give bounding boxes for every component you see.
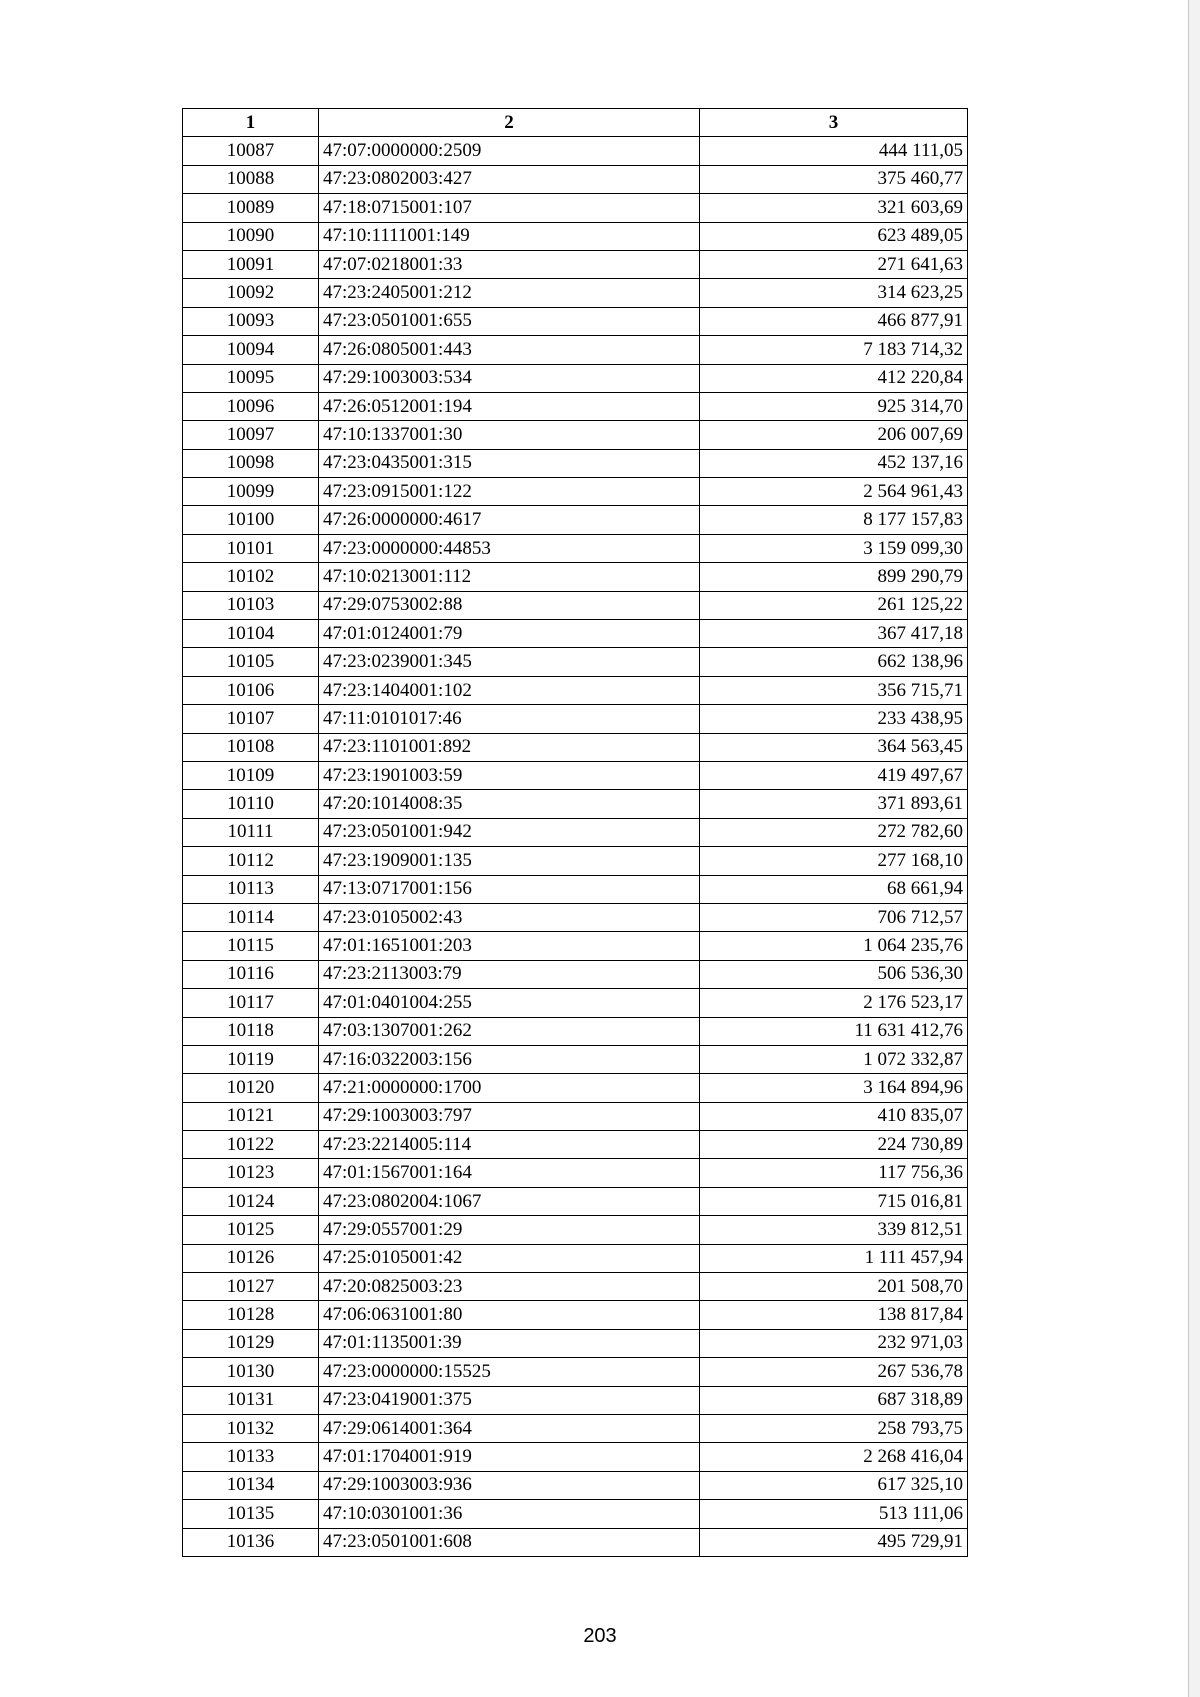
row-number-cell: 10124 bbox=[183, 1187, 319, 1215]
cadastral-number-cell: 47:21:0000000:1700 bbox=[319, 1074, 700, 1102]
row-number-cell: 10099 bbox=[183, 478, 319, 506]
value-cell: 8 177 157,83 bbox=[700, 506, 968, 534]
cadastral-number-cell: 47:25:0105001:42 bbox=[319, 1244, 700, 1272]
value-cell: 662 138,96 bbox=[700, 648, 968, 676]
value-cell: 2 564 961,43 bbox=[700, 478, 968, 506]
value-cell: 466 877,91 bbox=[700, 307, 968, 335]
table-row bbox=[183, 194, 968, 222]
table-row bbox=[183, 222, 968, 250]
cadastral-number-cell: 47:07:0218001:33 bbox=[319, 250, 700, 278]
value-cell: 617 325,10 bbox=[700, 1471, 968, 1499]
table-row bbox=[183, 620, 968, 648]
row-number-cell: 10111 bbox=[183, 818, 319, 846]
row-number-cell: 10115 bbox=[183, 932, 319, 960]
row-number-cell: 10101 bbox=[183, 534, 319, 562]
value-cell: 11 631 412,76 bbox=[700, 1017, 968, 1045]
table-row bbox=[183, 1159, 968, 1187]
value-cell: 339 812,51 bbox=[700, 1216, 968, 1244]
value-cell: 272 782,60 bbox=[700, 818, 968, 846]
table-row bbox=[183, 1131, 968, 1159]
row-number-cell: 10117 bbox=[183, 989, 319, 1017]
cadastral-number-cell: 47:10:0301001:36 bbox=[319, 1500, 700, 1528]
row-number-cell: 10100 bbox=[183, 506, 319, 534]
cadastral-number-cell: 47:23:0105002:43 bbox=[319, 903, 700, 931]
table-row bbox=[183, 1301, 968, 1329]
table-row bbox=[183, 1358, 968, 1386]
cadastral-number-cell: 47:07:0000000:2509 bbox=[319, 137, 700, 165]
value-cell: 1 072 332,87 bbox=[700, 1045, 968, 1073]
table-row bbox=[183, 1528, 968, 1556]
row-number-cell: 10097 bbox=[183, 421, 319, 449]
table-row bbox=[183, 648, 968, 676]
table-header bbox=[183, 109, 968, 137]
table-row bbox=[183, 165, 968, 193]
row-number-cell: 10089 bbox=[183, 194, 319, 222]
table-row bbox=[183, 818, 968, 846]
table-row bbox=[183, 1244, 968, 1272]
table-row bbox=[183, 1074, 968, 1102]
row-number-cell: 10128 bbox=[183, 1301, 319, 1329]
table-row bbox=[183, 336, 968, 364]
table-row bbox=[183, 676, 968, 704]
row-number-cell: 10102 bbox=[183, 563, 319, 591]
cadastral-number-cell: 47:23:1901003:59 bbox=[319, 761, 700, 789]
cadastral-number-cell: 47:01:1567001:164 bbox=[319, 1159, 700, 1187]
cadastral-number-cell: 47:23:0501001:942 bbox=[319, 818, 700, 846]
value-cell: 513 111,06 bbox=[700, 1500, 968, 1528]
cadastral-number-cell: 47:23:1909001:135 bbox=[319, 847, 700, 875]
column-header-3: 3 bbox=[700, 109, 968, 137]
cadastral-number-cell: 47:23:0419001:375 bbox=[319, 1386, 700, 1414]
cadastral-number-cell: 47:16:0322003:156 bbox=[319, 1045, 700, 1073]
table-row bbox=[183, 250, 968, 278]
table-row bbox=[183, 1500, 968, 1528]
cadastral-number-cell: 47:26:0000000:4617 bbox=[319, 506, 700, 534]
page-edge bbox=[1188, 0, 1200, 1697]
cadastral-number-cell: 47:23:2113003:79 bbox=[319, 960, 700, 988]
table-row bbox=[183, 1216, 968, 1244]
cadastral-number-cell: 47:01:0124001:79 bbox=[319, 620, 700, 648]
table-row bbox=[183, 364, 968, 392]
row-number-cell: 10130 bbox=[183, 1358, 319, 1386]
row-number-cell: 10119 bbox=[183, 1045, 319, 1073]
value-cell: 375 460,77 bbox=[700, 165, 968, 193]
value-cell: 232 971,03 bbox=[700, 1329, 968, 1357]
value-cell: 364 563,45 bbox=[700, 733, 968, 761]
row-number-cell: 10098 bbox=[183, 449, 319, 477]
table-row bbox=[183, 1414, 968, 1442]
row-number-cell: 10088 bbox=[183, 165, 319, 193]
column-header-1: 1 bbox=[183, 109, 319, 137]
row-number-cell: 10096 bbox=[183, 392, 319, 420]
value-cell: 321 603,69 bbox=[700, 194, 968, 222]
cadastral-number-cell: 47:26:0512001:194 bbox=[319, 392, 700, 420]
table-row bbox=[183, 1273, 968, 1301]
value-cell: 117 756,36 bbox=[700, 1159, 968, 1187]
table-row bbox=[183, 1017, 968, 1045]
row-number-cell: 10107 bbox=[183, 705, 319, 733]
table-row bbox=[183, 506, 968, 534]
value-cell: 224 730,89 bbox=[700, 1131, 968, 1159]
value-cell: 452 137,16 bbox=[700, 449, 968, 477]
table-row bbox=[183, 1102, 968, 1130]
row-number-cell: 10123 bbox=[183, 1159, 319, 1187]
row-number-cell: 10129 bbox=[183, 1329, 319, 1357]
cadastral-number-cell: 47:23:0802003:427 bbox=[319, 165, 700, 193]
cadastral-number-cell: 47:29:0753002:88 bbox=[319, 591, 700, 619]
value-cell: 623 489,05 bbox=[700, 222, 968, 250]
page-number: 203 bbox=[583, 1625, 617, 1647]
cadastral-number-cell: 47:23:1404001:102 bbox=[319, 676, 700, 704]
cadastral-number-cell: 47:20:0825003:23 bbox=[319, 1273, 700, 1301]
table-row bbox=[183, 960, 968, 988]
cadastral-number-cell: 47:18:0715001:107 bbox=[319, 194, 700, 222]
cadastral-number-cell: 47:10:0213001:112 bbox=[319, 563, 700, 591]
value-cell: 687 318,89 bbox=[700, 1386, 968, 1414]
value-cell: 7 183 714,32 bbox=[700, 336, 968, 364]
cadastral-number-cell: 47:01:1651001:203 bbox=[319, 932, 700, 960]
cadastral-number-cell: 47:29:1003003:936 bbox=[319, 1471, 700, 1499]
cadastral-number-cell: 47:29:0614001:364 bbox=[319, 1414, 700, 1442]
row-number-cell: 10131 bbox=[183, 1386, 319, 1414]
row-number-cell: 10112 bbox=[183, 847, 319, 875]
table-row bbox=[183, 1329, 968, 1357]
table-row bbox=[183, 279, 968, 307]
table-row bbox=[183, 847, 968, 875]
table-row bbox=[183, 705, 968, 733]
value-cell: 1 111 457,94 bbox=[700, 1244, 968, 1272]
cadastral-number-cell: 47:13:0717001:156 bbox=[319, 875, 700, 903]
cadastral-number-cell: 47:23:0802004:1067 bbox=[319, 1187, 700, 1215]
row-number-cell: 10125 bbox=[183, 1216, 319, 1244]
cadastral-number-cell: 47:10:1337001:30 bbox=[319, 421, 700, 449]
row-number-cell: 10120 bbox=[183, 1074, 319, 1102]
value-cell: 2 176 523,17 bbox=[700, 989, 968, 1017]
table-row bbox=[183, 733, 968, 761]
cadastral-number-cell: 47:10:1111001:149 bbox=[319, 222, 700, 250]
table-row bbox=[183, 875, 968, 903]
cadastral-number-cell: 47:23:0000000:15525 bbox=[319, 1358, 700, 1386]
cadastral-number-cell: 47:29:1003003:797 bbox=[319, 1102, 700, 1130]
row-number-cell: 10132 bbox=[183, 1414, 319, 1442]
table-row bbox=[183, 421, 968, 449]
table-row bbox=[183, 1187, 968, 1215]
row-number-cell: 10109 bbox=[183, 761, 319, 789]
table-row bbox=[183, 591, 968, 619]
value-cell: 419 497,67 bbox=[700, 761, 968, 789]
row-number-cell: 10104 bbox=[183, 620, 319, 648]
value-cell: 261 125,22 bbox=[700, 591, 968, 619]
row-number-cell: 10122 bbox=[183, 1131, 319, 1159]
value-cell: 2 268 416,04 bbox=[700, 1443, 968, 1471]
row-number-cell: 10126 bbox=[183, 1244, 319, 1272]
cadastral-number-cell: 47:23:0239001:345 bbox=[319, 648, 700, 676]
cadastral-number-cell: 47:06:0631001:80 bbox=[319, 1301, 700, 1329]
cadastral-number-cell: 47:23:0915001:122 bbox=[319, 478, 700, 506]
row-number-cell: 10095 bbox=[183, 364, 319, 392]
value-cell: 271 641,63 bbox=[700, 250, 968, 278]
row-number-cell: 10090 bbox=[183, 222, 319, 250]
table-row bbox=[183, 534, 968, 562]
value-cell: 715 016,81 bbox=[700, 1187, 968, 1215]
row-number-cell: 10121 bbox=[183, 1102, 319, 1130]
row-number-cell: 10091 bbox=[183, 250, 319, 278]
cadastral-number-cell: 47:03:1307001:262 bbox=[319, 1017, 700, 1045]
value-cell: 3 164 894,96 bbox=[700, 1074, 968, 1102]
value-cell: 356 715,71 bbox=[700, 676, 968, 704]
value-cell: 925 314,70 bbox=[700, 392, 968, 420]
row-number-cell: 10105 bbox=[183, 648, 319, 676]
value-cell: 277 168,10 bbox=[700, 847, 968, 875]
value-cell: 138 817,84 bbox=[700, 1301, 968, 1329]
table-row bbox=[183, 790, 968, 818]
table-row bbox=[183, 137, 968, 165]
row-number-cell: 10106 bbox=[183, 676, 319, 704]
value-cell: 371 893,61 bbox=[700, 790, 968, 818]
value-cell: 495 729,91 bbox=[700, 1528, 968, 1556]
cadastral-number-cell: 47:29:1003003:534 bbox=[319, 364, 700, 392]
table-row bbox=[183, 1443, 968, 1471]
value-cell: 233 438,95 bbox=[700, 705, 968, 733]
row-number-cell: 10113 bbox=[183, 875, 319, 903]
value-cell: 444 111,05 bbox=[700, 137, 968, 165]
row-number-cell: 10110 bbox=[183, 790, 319, 818]
value-cell: 412 220,84 bbox=[700, 364, 968, 392]
value-cell: 506 536,30 bbox=[700, 960, 968, 988]
value-cell: 68 661,94 bbox=[700, 875, 968, 903]
row-number-cell: 10136 bbox=[183, 1528, 319, 1556]
value-cell: 258 793,75 bbox=[700, 1414, 968, 1442]
value-cell: 367 417,18 bbox=[700, 620, 968, 648]
cadastral-number-cell: 47:23:1101001:892 bbox=[319, 733, 700, 761]
value-cell: 267 536,78 bbox=[700, 1358, 968, 1386]
table-row bbox=[183, 1471, 968, 1499]
cadastral-number-cell: 47:01:0401004:255 bbox=[319, 989, 700, 1017]
row-number-cell: 10134 bbox=[183, 1471, 319, 1499]
cadastral-number-cell: 47:23:0501001:608 bbox=[319, 1528, 700, 1556]
row-number-cell: 10103 bbox=[183, 591, 319, 619]
cadastral-number-cell: 47:11:0101017:46 bbox=[319, 705, 700, 733]
cadastral-number-cell: 47:01:1135001:39 bbox=[319, 1329, 700, 1357]
value-cell: 1 064 235,76 bbox=[700, 932, 968, 960]
table-row bbox=[183, 563, 968, 591]
row-number-cell: 10092 bbox=[183, 279, 319, 307]
table-row bbox=[183, 307, 968, 335]
cadastral-number-cell: 47:23:0435001:315 bbox=[319, 449, 700, 477]
row-number-cell: 10118 bbox=[183, 1017, 319, 1045]
table-row bbox=[183, 989, 968, 1017]
row-number-cell: 10093 bbox=[183, 307, 319, 335]
table-row bbox=[183, 478, 968, 506]
value-cell: 899 290,79 bbox=[700, 563, 968, 591]
table-row bbox=[183, 1045, 968, 1073]
value-cell: 706 712,57 bbox=[700, 903, 968, 931]
table-row bbox=[183, 761, 968, 789]
row-number-cell: 10094 bbox=[183, 336, 319, 364]
header-row bbox=[183, 109, 968, 137]
table-row bbox=[183, 1386, 968, 1414]
column-header-2: 2 bbox=[319, 109, 700, 137]
value-cell: 314 623,25 bbox=[700, 279, 968, 307]
row-number-cell: 10114 bbox=[183, 903, 319, 931]
value-cell: 3 159 099,30 bbox=[700, 534, 968, 562]
value-cell: 206 007,69 bbox=[700, 421, 968, 449]
cadastral-number-cell: 47:23:2214005:114 bbox=[319, 1131, 700, 1159]
data-table bbox=[182, 108, 968, 1557]
table-row bbox=[183, 449, 968, 477]
row-number-cell: 10108 bbox=[183, 733, 319, 761]
table-row bbox=[183, 903, 968, 931]
row-number-cell: 10116 bbox=[183, 960, 319, 988]
table-row bbox=[183, 932, 968, 960]
row-number-cell: 10135 bbox=[183, 1500, 319, 1528]
cadastral-number-cell: 47:20:1014008:35 bbox=[319, 790, 700, 818]
value-cell: 410 835,07 bbox=[700, 1102, 968, 1130]
row-number-cell: 10127 bbox=[183, 1273, 319, 1301]
cadastral-number-cell: 47:26:0805001:443 bbox=[319, 336, 700, 364]
value-cell: 201 508,70 bbox=[700, 1273, 968, 1301]
cadastral-number-cell: 47:23:2405001:212 bbox=[319, 279, 700, 307]
row-number-cell: 10087 bbox=[183, 137, 319, 165]
table-body bbox=[183, 137, 968, 1557]
cadastral-number-cell: 47:23:0501001:655 bbox=[319, 307, 700, 335]
cadastral-number-cell: 47:23:0000000:44853 bbox=[319, 534, 700, 562]
row-number-cell: 10133 bbox=[183, 1443, 319, 1471]
cadastral-number-cell: 47:01:1704001:919 bbox=[319, 1443, 700, 1471]
cadastral-number-cell: 47:29:0557001:29 bbox=[319, 1216, 700, 1244]
table-row bbox=[183, 392, 968, 420]
